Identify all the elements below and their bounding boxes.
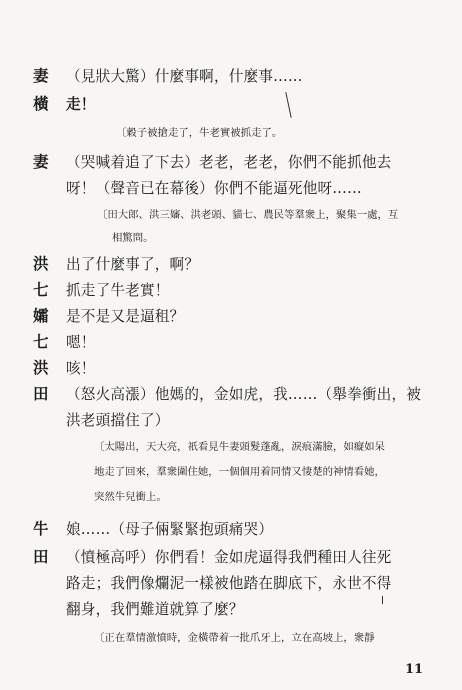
speaker-qi: 七 [33,280,49,299]
speaker-hong: 洪 [33,358,49,377]
pen-mark [382,596,383,604]
page-number: 11 [405,662,424,677]
speaker-tian: 田 [33,384,49,403]
dialogue-line: 咳！ [66,360,96,377]
dialogue-line: 是不是又是逼租？ [66,308,185,325]
stage-direction: 〔正在羣情激憤時，金橫帶着一批爪牙上，立在高坡上，衆靜 [94,632,375,644]
pen-mark [285,92,291,118]
speaker-hong: 洪 [33,254,49,273]
dialogue-line: 出了什麼事了，啊？ [66,256,200,273]
dialogue-line: 娘……（母子倆緊緊抱頭痛哭） [66,521,274,538]
stage-direction: 相驚問。 [112,232,154,244]
dialogue-line: （怒火高漲）他媽的，金如虎，我……（舉拳衝出，被 [66,386,422,403]
stage-direction: 〔田大郎、洪三嬸、洪老頭、貓七、農民等羣衆上，聚集一處，互 [97,209,399,221]
speaker-wife: 妻 [33,152,49,171]
stage-direction: 〔太陽出，天大亮，祇看見牛妻頭髮蓬亂，淚痕滿臉，如癡如呆 [94,441,385,453]
dialogue-line: 呀！（聲音已在幕後）你們不能逼死他呀…… [66,180,362,197]
speaker-qi: 七 [33,332,49,351]
dialogue-line: 走！ [66,96,96,113]
dialogue-line: （憤極高呼）你們看！金如虎逼得我們種田人往死 [66,549,392,566]
speaker-heng: 橫 [33,94,49,113]
dialogue-line: 路走；我們像爛泥一樣被他踏在脚底下，永世不得 [66,575,392,592]
stage-direction: 地走了回來，羣衆圍住她，一個個用着同情又悽楚的神情看她， [94,466,385,478]
dialogue-line: 洪老頭擋住了） [66,412,170,429]
dialogue-line: （哭喊着追了下去）老老，老老，你們不能抓他去 [66,154,392,171]
speaker-niu: 牛 [33,519,49,538]
speaker-shuang: 孀 [33,306,49,325]
stage-direction: 突然牛兒衝上。 [94,491,167,503]
dialogue-line: （見狀大驚）什麼事啊，什麼事…… [66,68,303,85]
dialogue-line: 翻身，我們難道就算了麼？ [66,601,244,618]
dialogue-line: 嗯！ [66,334,96,351]
dialogue-line: 抓走了牛老實！ [66,282,170,299]
stage-direction: 〔穀子被搶走了，牛老實被抓走了。 [116,127,283,139]
speaker-wife: 妻 [33,66,49,85]
speaker-tian: 田 [33,547,49,566]
